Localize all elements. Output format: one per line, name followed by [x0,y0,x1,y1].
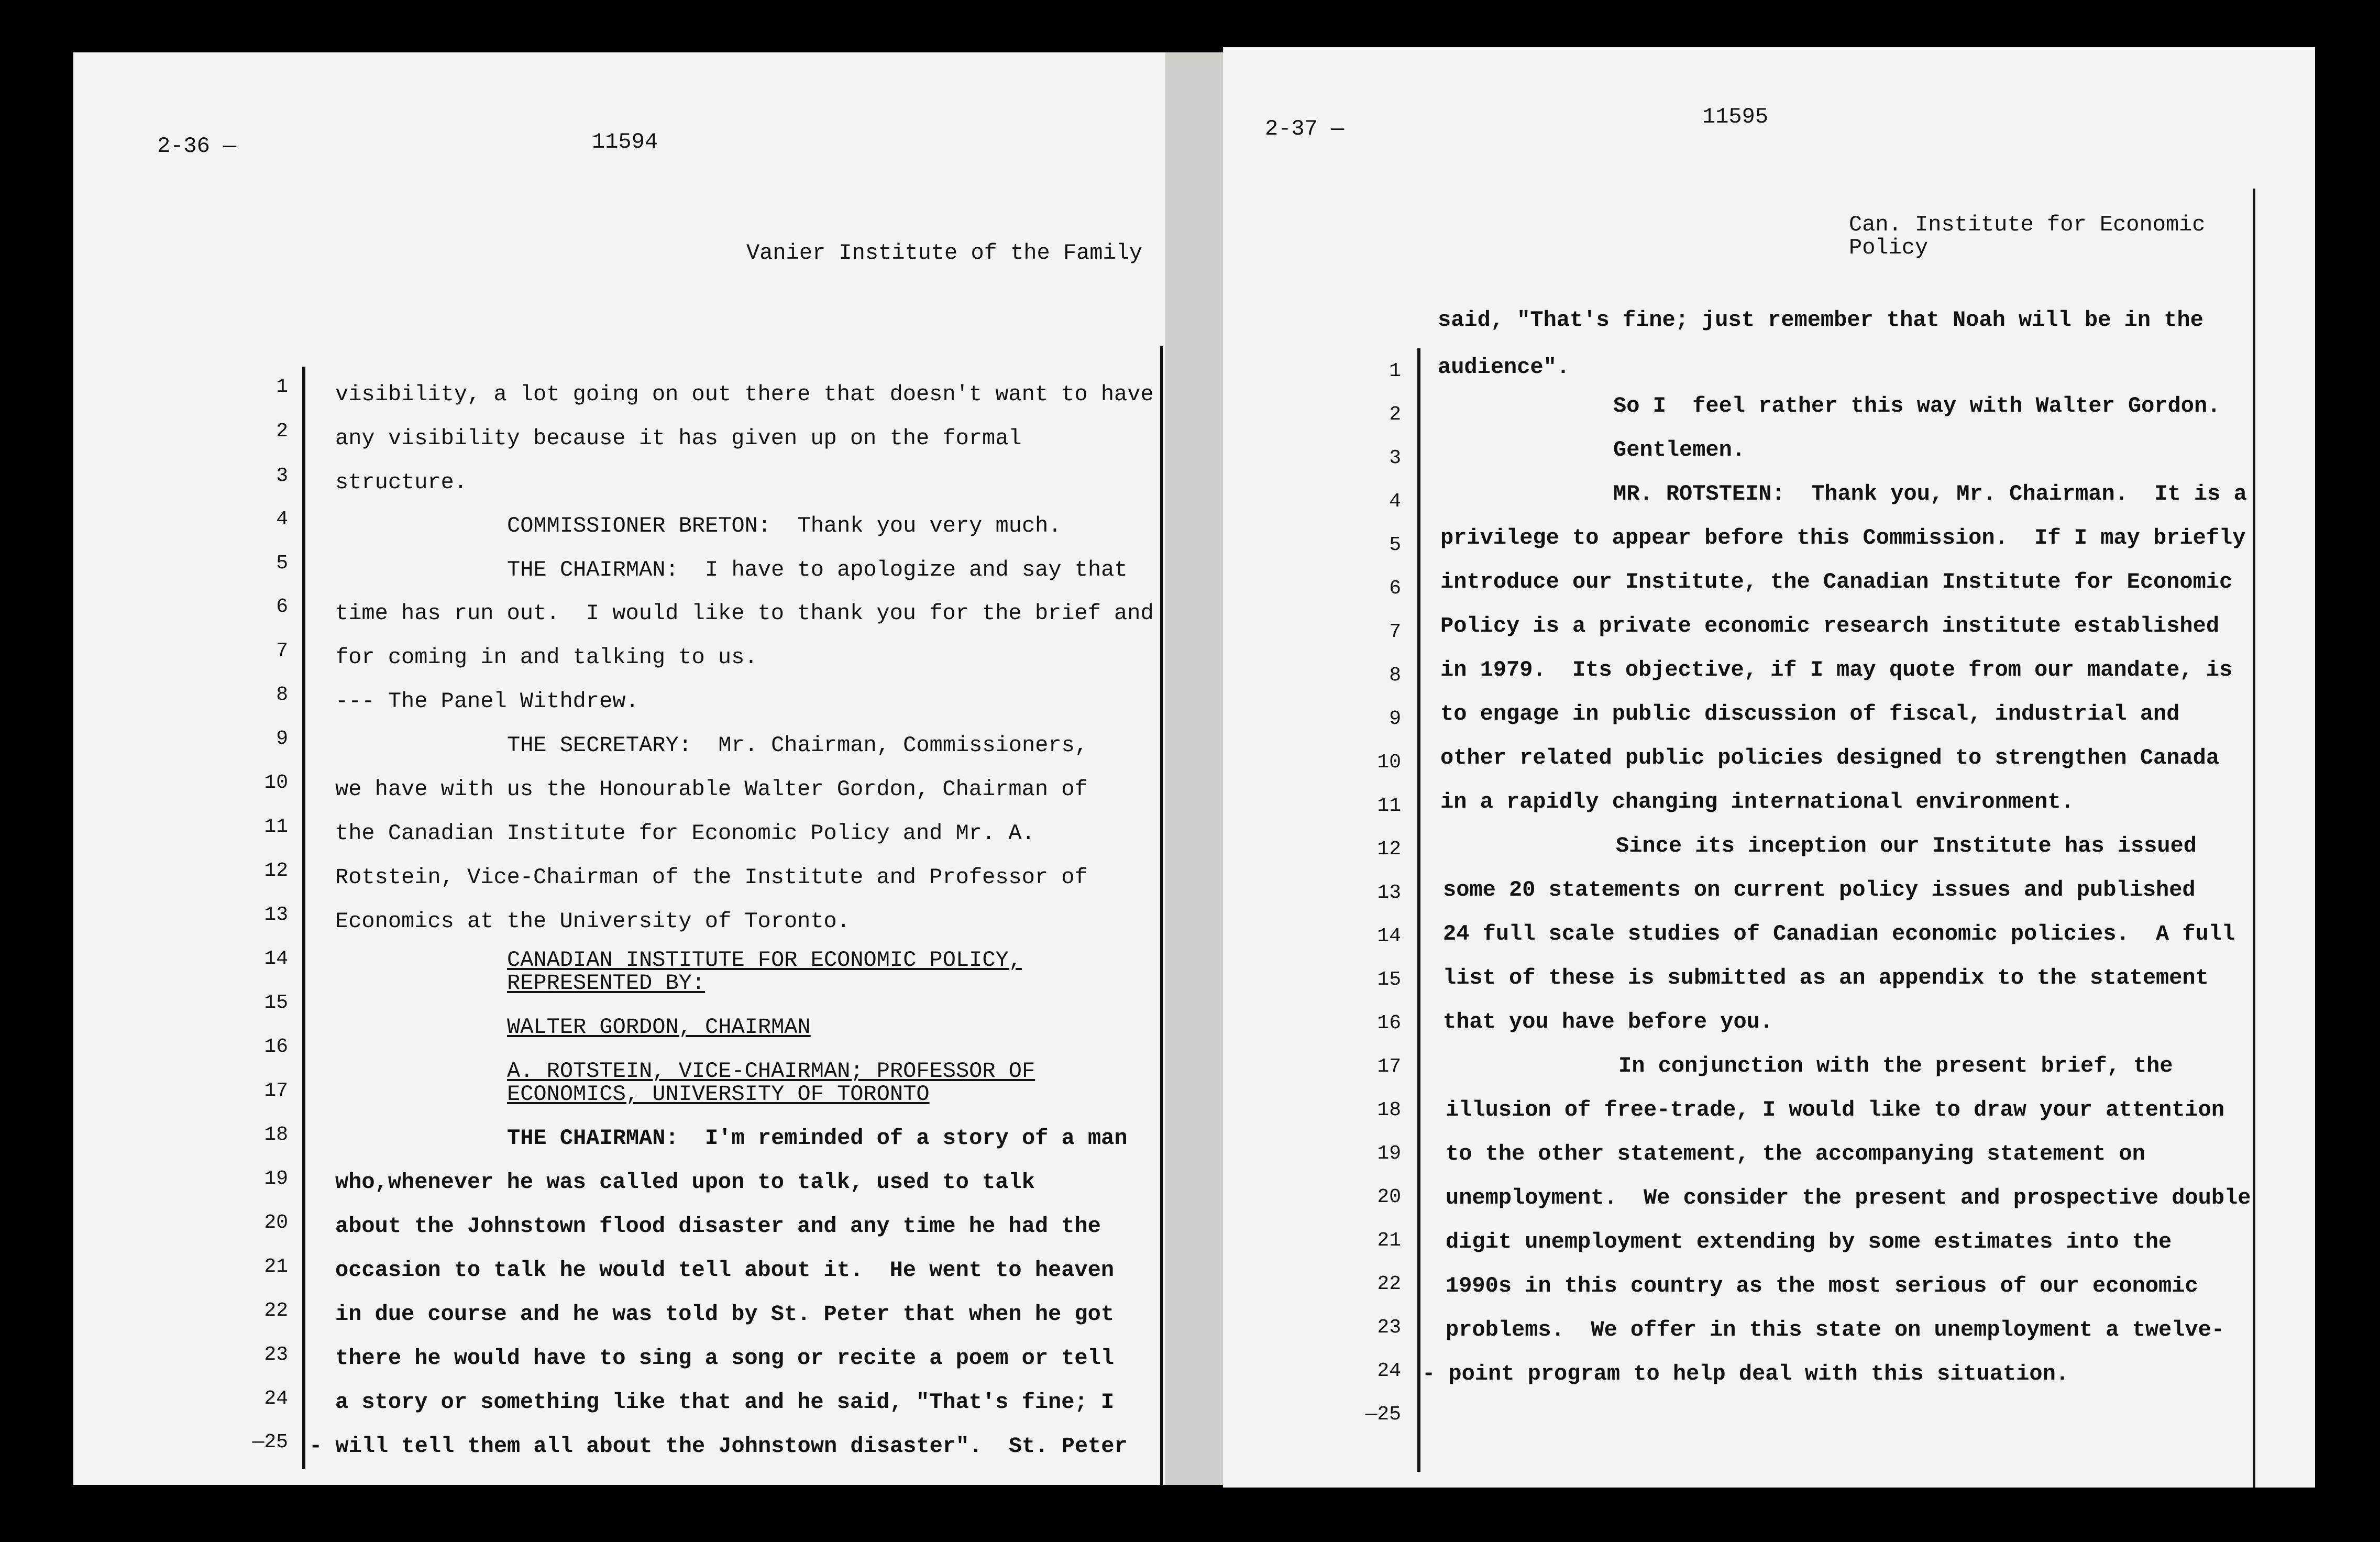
header-title: Vanier Institute of the Family [746,240,1143,266]
transcript-line: THE SECRETARY: Mr. Chairman, Commissioners, [507,733,1088,758]
line-number: 11 [1377,795,1401,817]
page-edge-rule [1160,346,1163,1485]
page-number: 11595 [1702,104,1769,129]
page-number: 11594 [592,129,658,155]
line-number: 17 [264,1080,288,1102]
transcript-line: illusion of free-trade, I would like to draw your attention [1446,1097,2225,1122]
transcript-line: other related public policies designed to strengthen Canada [1440,745,2220,770]
transcript-line: THE CHAIRMAN: I'm reminded of a story of a man [507,1126,1128,1151]
transcript-line: some 20 statements on current policy issues and published [1443,877,2196,902]
line-number: 17 [1377,1055,1401,1078]
line-number: 15 [264,992,288,1014]
transcript-line: we have with us the Honourable Walter Gordon, Chairman of [335,777,1088,802]
line-number: 5 [1389,534,1401,556]
section-heading: CANADIAN INSTITUTE FOR ECONOMIC POLICY, [507,948,1022,973]
transcript-line: introduce our Institute, the Canadian Institute for Economic [1440,569,2233,594]
transcript-line: Gentlemen. [1613,437,1746,462]
line-number: 19 [264,1167,288,1190]
transcript-line: 1990s in this country as the most serious of our economic [1446,1273,2198,1298]
transcript-line: unemployment. We consider the present and prospective double [1446,1185,2251,1210]
header-title: Policy [1849,235,1929,260]
line-number: 23 [1377,1316,1401,1339]
line-number: 21 [264,1255,288,1278]
line-number: 12 [264,860,288,882]
transcript-line: about the Johnstown flood disaster and any time he had the [335,1214,1101,1239]
transcript-line: privilege to appear before this Commission. If I may briefly [1440,525,2246,550]
transcript-line: in a rapidly changing international environment. [1440,789,2074,814]
transcript-line: to the other statement, the accompanying statement on [1446,1141,2145,1166]
line-number: 14 [1377,925,1401,948]
transcript-line: So I feel rather this way with Walter Gordon. [1613,393,2221,418]
left-page [73,52,1165,1485]
doc-code: 2-36 — [157,134,237,159]
line-number: 6 [1389,577,1401,600]
book-gutter [1165,52,1223,1485]
transcript-line: for coming in and talking to us. [335,645,758,670]
transcript-line: Policy is a private economic research institute established [1440,613,2220,638]
transcript-line: time has run out. I would like to thank you for the brief and [335,601,1154,626]
line-number: 8 [1389,664,1401,687]
transcript-line: who,whenever he was called upon to talk, used to talk [335,1170,1035,1195]
header-title: Can. Institute for Economic [1849,212,2206,237]
line-number: 21 [1377,1229,1401,1252]
transcript-line: THE CHAIRMAN: I have to apologize and say that [507,557,1128,582]
transcript-line: occasion to talk he would tell about it. He went to heaven [335,1258,1115,1283]
section-heading: REPRESENTED BY: [507,971,706,996]
margin-rule [1417,348,1420,1472]
line-number: 16 [1377,1012,1401,1034]
transcript-line: in 1979. Its objective, if I may quote from our mandate, is [1440,657,2233,682]
transcript-line: visibility, a lot going on out there that doesn't want to have [335,382,1154,407]
line-number: 2 [1389,403,1401,426]
transcript-line: audience". [1438,355,1570,380]
transcript-line: said, "That's fine; just remember that Noah will be in the [1438,307,2203,333]
transcript-line: that you have before you. [1443,1009,1773,1034]
line-number: 12 [1377,838,1401,861]
line-number: 18 [264,1124,288,1146]
transcript-line: digit unemployment extending by some estimates into the [1446,1229,2172,1254]
line-number: 19 [1377,1142,1401,1165]
transcript-line: --- The Panel Withdrew. [335,689,639,714]
transcript-line: In conjunction with the present brief, the [1618,1053,2173,1078]
transcript-line: MR. ROTSTEIN: Thank you, Mr. Chairman. It is a [1613,481,2247,506]
line-number: 10 [1377,751,1401,774]
transcript-line: a story or something like that and he said, "That's fine; I [335,1390,1115,1415]
line-number: 7 [1389,621,1401,643]
transcript-line: any visibility because it has given up on the formal [335,426,1022,451]
transcript-line: 24 full scale studies of Canadian economic policies. A full [1443,921,2235,946]
line-number: 6 [276,596,288,618]
page-edge-rule [2253,189,2255,1488]
transcript-line: problems. We offer in this state on unemployment a twelve- [1446,1317,2225,1342]
transcript-line: - point program to help deal with this situation. [1422,1361,2069,1386]
line-number: —25 [252,1431,288,1453]
line-number: 8 [276,684,288,706]
line-number: 13 [264,904,288,926]
line-number: 9 [276,728,288,750]
line-number: 1 [276,376,288,398]
line-number: 3 [276,465,288,487]
line-number: 24 [264,1387,288,1410]
line-number: 7 [276,640,288,662]
line-number: 5 [276,552,288,575]
line-number: 15 [1377,968,1401,991]
line-number: 3 [1389,447,1401,469]
transcript-line: to engage in public discussion of fiscal, industrial and [1440,701,2180,726]
line-number: 20 [264,1211,288,1234]
margin-rule [302,367,305,1469]
transcript-line: there he would have to sing a song or recite a poem or tell [335,1346,1115,1371]
line-number: 4 [276,508,288,531]
doc-code: 2-37 — [1265,116,1345,141]
line-number: 9 [1389,708,1401,730]
line-number: 16 [264,1036,288,1058]
line-number: 23 [264,1343,288,1366]
line-number: 24 [1377,1360,1401,1382]
line-number: 4 [1389,490,1401,513]
line-number: —25 [1365,1403,1401,1426]
transcript-line: Rotstein, Vice-Chairman of the Institute and Professor of [335,865,1088,890]
line-number: 2 [276,420,288,443]
transcript-line: Since its inception our Institute has issued [1616,833,2197,858]
transcript-line: Economics at the University of Toronto. [335,909,850,934]
line-number: 18 [1377,1099,1401,1121]
section-heading: WALTER GORDON, CHAIRMAN [507,1015,811,1040]
line-number: 20 [1377,1186,1401,1208]
line-number: 22 [1377,1273,1401,1295]
line-number: 1 [1389,360,1401,382]
transcript-line: in due course and he was told by St. Peter that when he got [335,1302,1115,1327]
section-heading: ECONOMICS, UNIVERSITY OF TORONTO [507,1082,930,1107]
section-heading: A. ROTSTEIN, VICE-CHAIRMAN; PROFESSOR OF [507,1059,1035,1084]
line-number: 14 [264,948,288,970]
transcript-line: structure. [335,470,468,495]
right-page [1223,47,2315,1488]
transcript-line: - will tell them all about the Johnstown disaster". St. Peter [309,1434,1128,1459]
transcript-line: list of these is submitted as an appendix to the statement [1443,965,2209,990]
transcript-line: the Canadian Institute for Economic Policy and Mr. A. [335,821,1035,846]
transcript-line: COMMISSIONER BRETON: Thank you very much. [507,513,1062,538]
line-number: 13 [1377,882,1401,904]
line-number: 22 [264,1299,288,1322]
line-number: 10 [264,772,288,794]
line-number: 11 [264,816,288,838]
